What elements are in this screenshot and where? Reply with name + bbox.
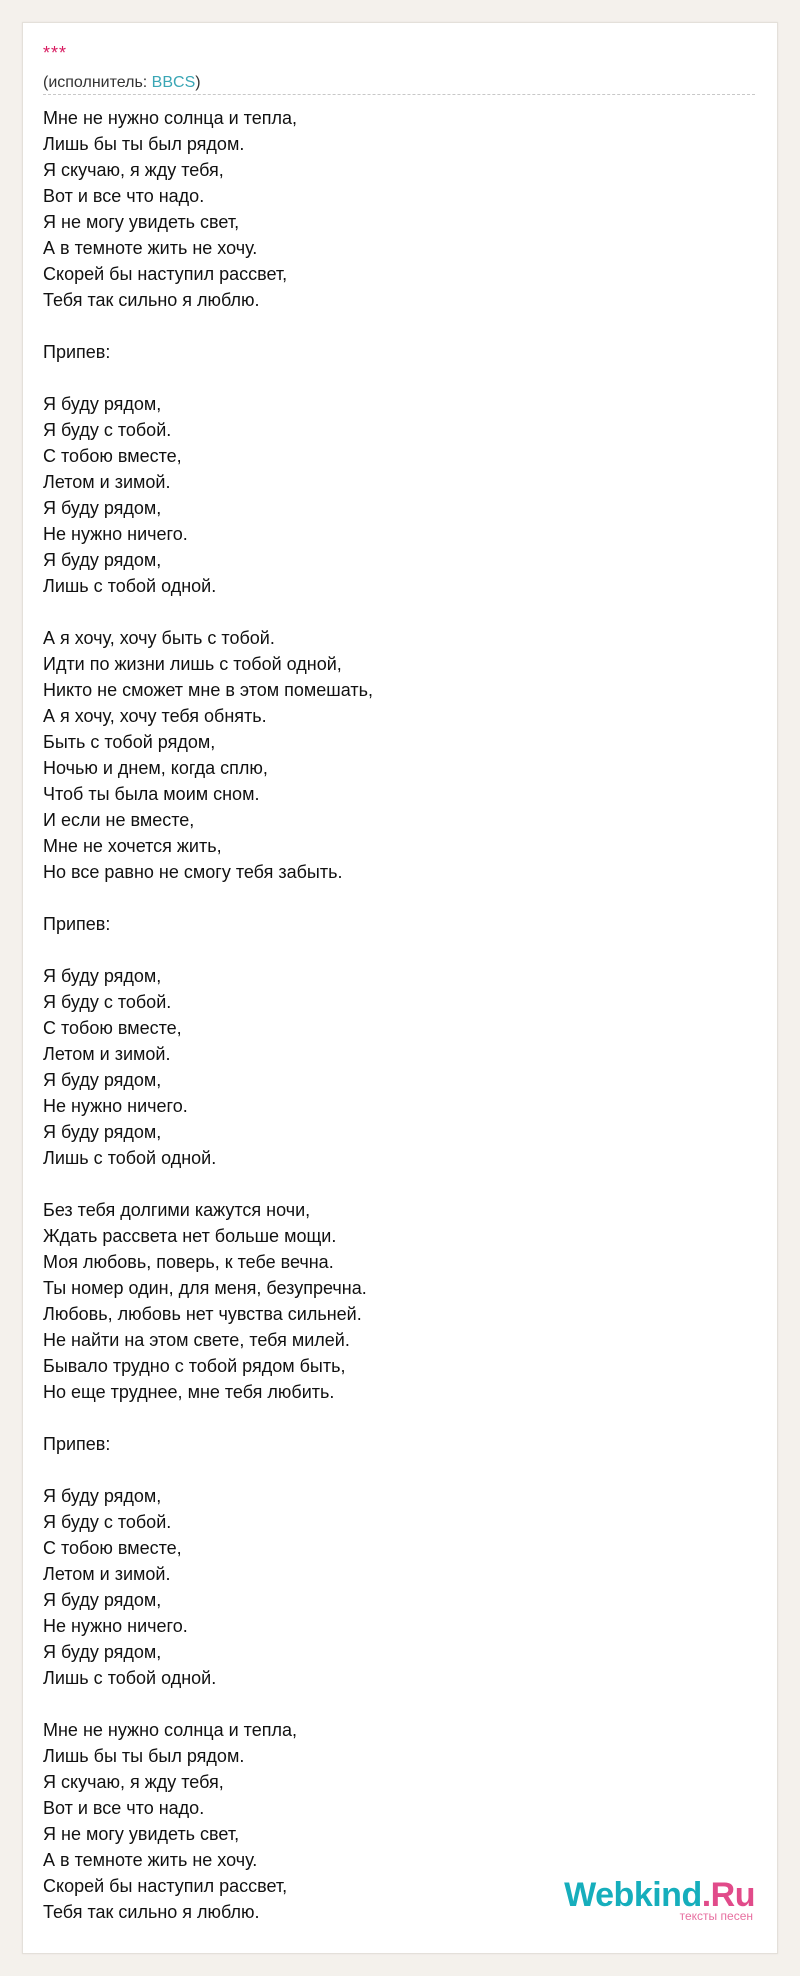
lyric-line: Лишь с тобой одной. <box>43 1668 217 1688</box>
header-divider <box>43 94 755 95</box>
lyric-line: Моя любовь, поверь, к тебе вечна. <box>43 1252 334 1272</box>
lyric-line: Я буду рядом, <box>43 1590 162 1610</box>
lyric-line: Мне не хочется жить, <box>43 836 222 856</box>
lyric-line: Я не могу увидеть свет, <box>43 1824 240 1844</box>
lyric-line: А в темноте жить не хочу. <box>43 1850 258 1870</box>
lyric-line: Летом и зимой. <box>43 472 171 492</box>
lyric-line: Я не могу увидеть свет, <box>43 212 240 232</box>
lyric-line: Я буду рядом, <box>43 1070 162 1090</box>
logo-tagline: тексты песен <box>679 1909 753 1923</box>
lyric-line: И если не вместе, <box>43 810 195 830</box>
blank-line <box>43 313 743 339</box>
lyric-line: Припев: <box>43 342 111 362</box>
lyric-line: Но все равно не смогу тебя забыть. <box>43 862 343 882</box>
lyric-line: Мне не нужно солнца и тепла, <box>43 1720 297 1740</box>
lyric-line: Ночью и днем, когда сплю, <box>43 758 268 778</box>
lyric-line: Не нужно ничего. <box>43 524 188 544</box>
lyric-line: Скорей бы наступил рассвет, <box>43 1876 288 1896</box>
blank-line <box>43 937 743 963</box>
lyric-line: Летом и зимой. <box>43 1044 171 1064</box>
lyric-line: Бывало трудно с тобой рядом быть, <box>43 1356 346 1376</box>
blank-line <box>43 1457 743 1483</box>
lyric-line: Не нужно ничего. <box>43 1096 188 1116</box>
lyric-line: Лишь бы ты был рядом. <box>43 1746 245 1766</box>
lyric-line: Я буду рядом, <box>43 550 162 570</box>
lyric-line: Я буду рядом, <box>43 498 162 518</box>
lyric-line: А я хочу, хочу тебя обнять. <box>43 706 267 726</box>
lyric-line: Без тебя долгими кажутся ночи, <box>43 1200 311 1220</box>
lyric-line: Не нужно ничего. <box>43 1616 188 1636</box>
lyric-line: Ты номер один, для меня, безупречна. <box>43 1278 367 1298</box>
blank-line <box>43 1405 743 1431</box>
performer-link[interactable]: BBCS <box>151 74 196 91</box>
lyric-line: Я буду рядом, <box>43 394 162 414</box>
blank-line <box>43 365 743 391</box>
lyric-line: Мне не нужно солнца и тепла, <box>43 108 297 128</box>
lyric-line: Тебя так сильно я люблю. <box>43 1902 260 1922</box>
lyric-line: С тобою вместе, <box>43 1538 182 1558</box>
lyric-line: Не найти на этом свете, тебя милей. <box>43 1330 350 1350</box>
logo-tld: .Ru <box>701 1876 755 1914</box>
blank-line <box>43 1171 743 1197</box>
logo-wordmark <box>535 1877 755 1913</box>
performer-suffix: ) <box>195 74 201 91</box>
performer-prefix: (исполнитель: <box>43 74 152 91</box>
lyric-line: Идти по жизни лишь с тобой одной, <box>43 654 342 674</box>
lyric-line: С тобою вместе, <box>43 446 182 466</box>
lyric-line: Припев: <box>43 914 111 934</box>
lyrics-card <box>22 22 778 1954</box>
lyric-line: Быть с тобой рядом, <box>43 732 216 752</box>
lyric-line: Летом и зимой. <box>43 1564 171 1584</box>
lyric-line: Я буду рядом, <box>43 1122 162 1142</box>
lyric-line: Лишь с тобой одной. <box>43 576 217 596</box>
lyric-line: Вот и все что надо. <box>43 1798 205 1818</box>
blank-line <box>43 885 743 911</box>
lyric-line: Я скучаю, я жду тебя, <box>43 160 224 180</box>
lyric-line: Вот и все что надо. <box>43 186 205 206</box>
lyric-line: Никто не сможет мне в этом помешать, <box>43 680 373 700</box>
lyric-line: Я буду рядом, <box>43 1642 162 1662</box>
lyric-line: Любовь, любовь нет чувства сильней. <box>43 1304 362 1324</box>
lyric-line: Я буду с тобой. <box>43 420 172 440</box>
performer-line <box>43 73 201 93</box>
blank-line <box>43 599 743 625</box>
lyric-line: Я буду с тобой. <box>43 992 172 1012</box>
lyric-line: А я хочу, хочу быть с тобой. <box>43 628 275 648</box>
lyric-line: Тебя так сильно я люблю. <box>43 290 260 310</box>
lyric-line: Лишь с тобой одной. <box>43 1148 217 1168</box>
lyric-line: Чтоб ты была моим сном. <box>43 784 260 804</box>
lyric-line: Припев: <box>43 1434 111 1454</box>
lyric-line: С тобою вместе, <box>43 1018 182 1038</box>
lyric-line: Я буду рядом, <box>43 966 162 986</box>
logo-name: Webkind <box>564 1876 702 1914</box>
lyric-line: Я скучаю, я жду тебя, <box>43 1772 224 1792</box>
lyric-line: Скорей бы наступил рассвет, <box>43 264 288 284</box>
blank-line <box>43 1691 743 1717</box>
lyric-line: Я буду с тобой. <box>43 1512 172 1532</box>
lyric-line: Я буду рядом, <box>43 1486 162 1506</box>
lyric-line: Но еще труднее, мне тебя любить. <box>43 1382 335 1402</box>
lyric-line: А в темноте жить не хочу. <box>43 238 258 258</box>
lyrics-text <box>43 105 743 1925</box>
lyric-line: Лишь бы ты был рядом. <box>43 134 245 154</box>
song-title: *** <box>43 43 68 63</box>
lyric-line: Ждать рассвета нет больше мощи. <box>43 1226 337 1246</box>
site-logo[interactable] <box>535 1877 755 1933</box>
